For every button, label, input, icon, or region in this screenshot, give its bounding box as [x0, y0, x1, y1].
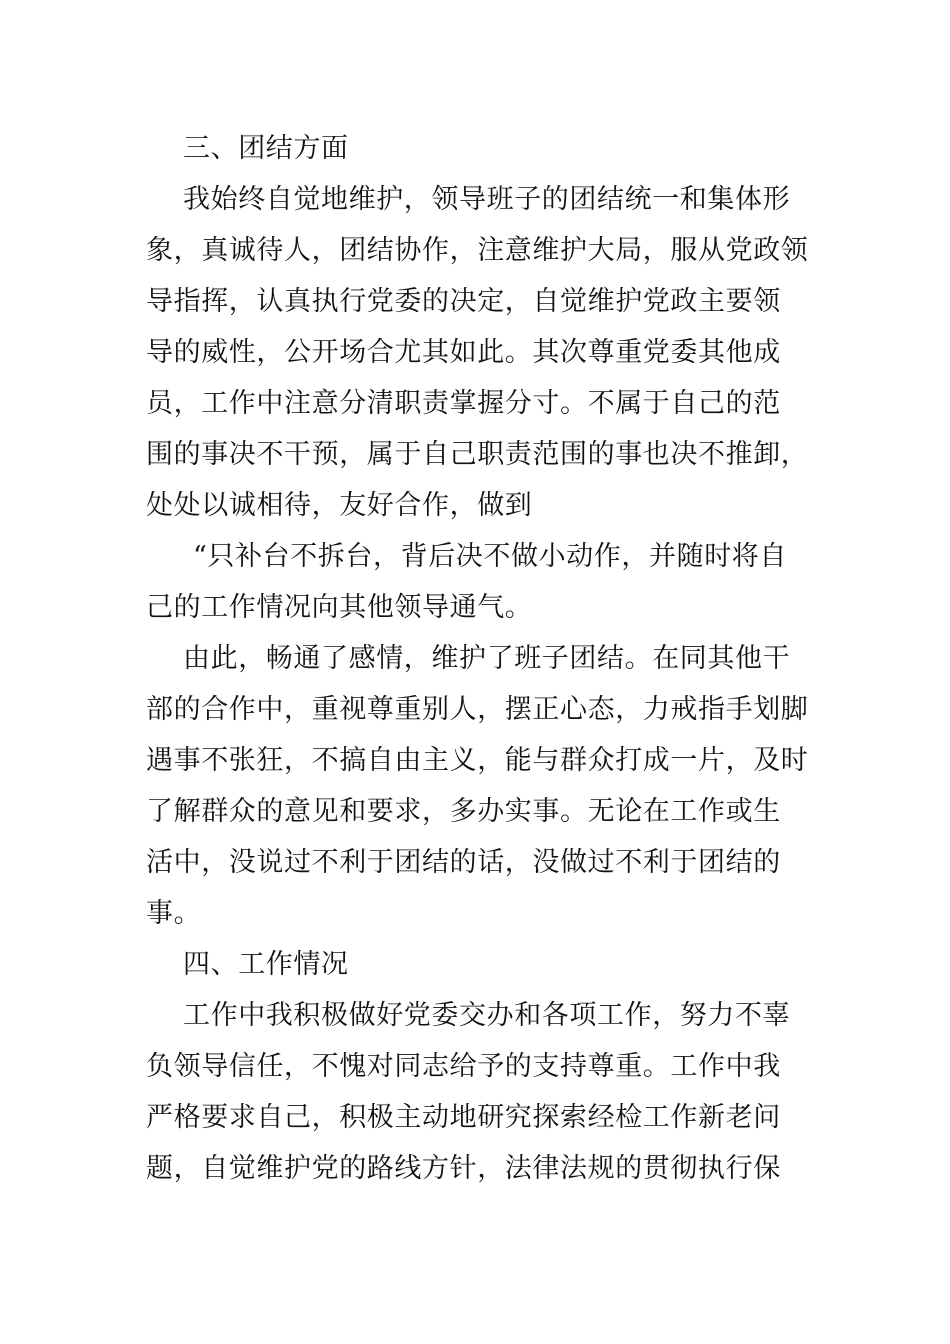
paragraph-line: 遇事不张狂，不搞自由主义，能与群众打成一片，及时 — [146, 745, 809, 776]
paragraph-line: 了解群众的意见和要求，多办实事。无论在工作或生 — [146, 796, 781, 827]
paragraph-line: 导指挥，认真执行党委的决定，自觉维护党政主要领 — [146, 286, 781, 317]
paragraph-line: 我始终自觉地维护，领导班子的团结统一和集体形 — [183, 184, 791, 215]
paragraph-line: 负领导信任，不愧对同志给予的支持尊重。工作中我 — [146, 1051, 781, 1082]
section-heading-work: 四、工作情况 — [183, 949, 349, 980]
paragraph-line: 工作中我积极做好党委交办和各项工作，努力不辜 — [183, 1000, 791, 1031]
paragraph-line: 象，真诚待人，团结协作，注意维护大局，服从党政领 — [146, 235, 809, 266]
paragraph-line: 处处以诚相待，友好合作，做到 — [146, 490, 533, 521]
paragraph-line: 活中，没说过不利于团结的话，没做过不利于团结的 — [146, 847, 781, 878]
paragraph-line: 事。 — [146, 898, 202, 929]
paragraph-line: 导的威性，公开场合尤其如此。其次尊重党委其他成 — [146, 337, 781, 368]
paragraph-line: 围的事决不干预，属于自己职责范围的事也决不推卸， — [146, 439, 809, 470]
paragraph-line: 员，工作中注意分清职责掌握分寸。不属于自己的范 — [146, 388, 781, 419]
paragraph-line: “只补台不拆台，背后决不做小动作，并随时将自 — [193, 541, 788, 572]
paragraph-line: 部的合作中，重视尊重别人，摆正心态，力戒指手划脚 — [146, 694, 809, 725]
paragraph-line: 己的工作情况向其他领导通气。 — [146, 592, 533, 623]
paragraph-line: 由此，畅通了感情，维护了班子团结。在同其他干 — [183, 643, 791, 674]
section-heading-unity: 三、团结方面 — [183, 133, 349, 164]
paragraph-line: 题，自觉维护党的路线方针，法律法规的贯彻执行保 — [146, 1153, 781, 1184]
paragraph-line: 严格要求自己，积极主动地研究探索经检工作新老问 — [146, 1102, 781, 1133]
